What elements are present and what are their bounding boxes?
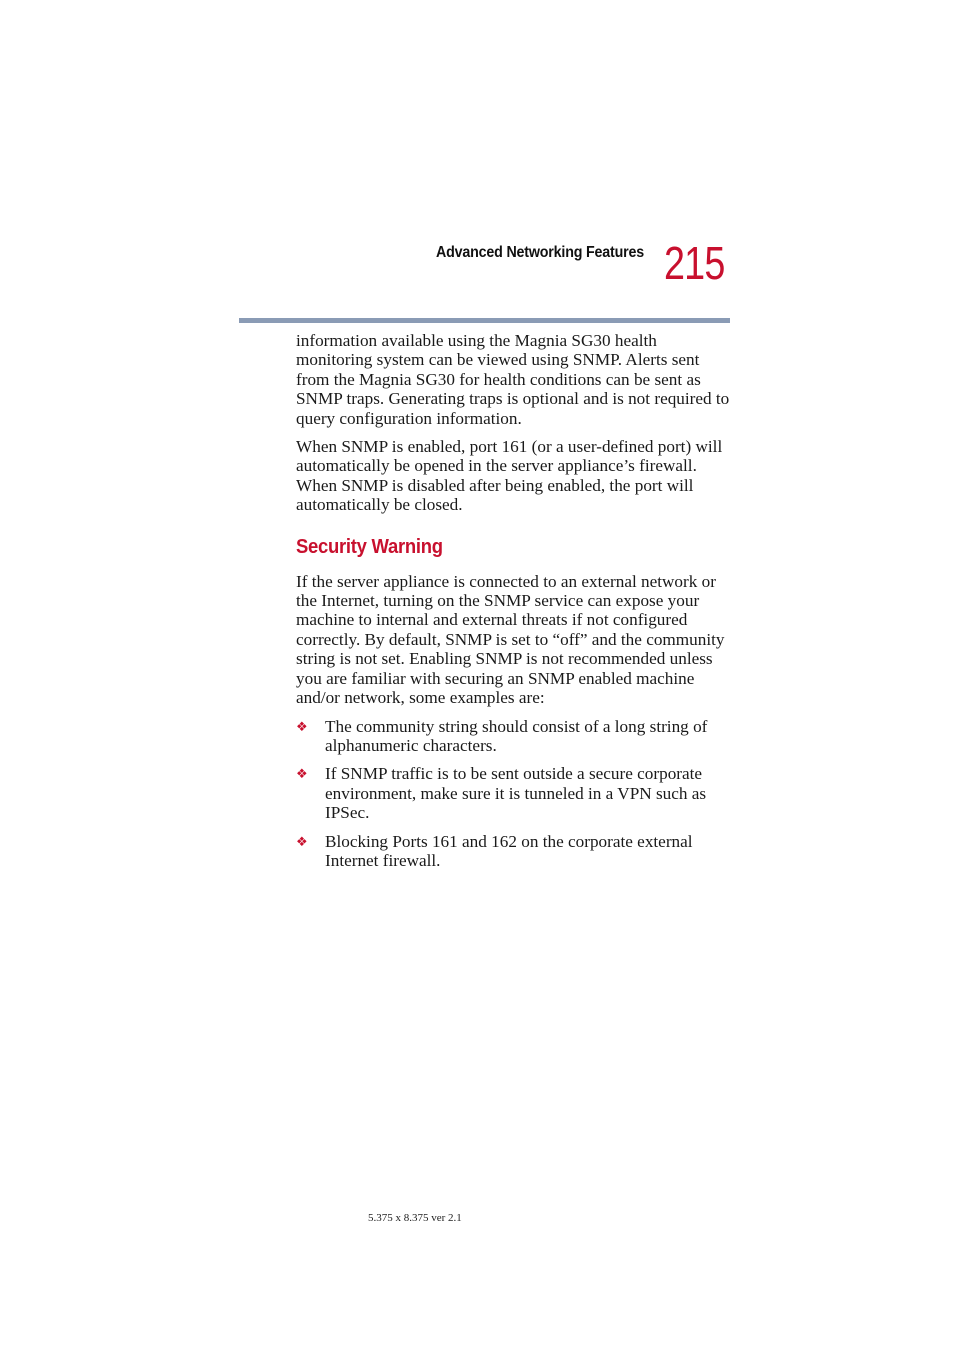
list-item bbox=[296, 764, 732, 822]
body-paragraph: If the server appliance is connected to an external network or the Internet, turning on the SNMP service can expose your machine to internal and external threats if not configured correctly. By default, SNMP is set to “off” and the community string is not set. Enabling SNMP is not recommended unless you are familiar with securing an SNMP enabled machine and/or network, some examples are: bbox=[296, 571, 725, 708]
header-rule-divider bbox=[239, 318, 730, 323]
page-content bbox=[296, 331, 732, 879]
list-item-text: Blocking Ports 161 and 162 on the corporate external Internet firewall. bbox=[325, 831, 693, 870]
diamond-bullet-icon: ❖ bbox=[296, 719, 308, 735]
list-item bbox=[296, 717, 732, 756]
list-item bbox=[296, 832, 732, 871]
bullet-list bbox=[296, 717, 732, 871]
list-item-text: The community string should consist of a long string of alphanumeric characters. bbox=[325, 716, 708, 755]
section-heading: Security Warning bbox=[296, 534, 443, 558]
diamond-bullet-icon: ❖ bbox=[296, 767, 308, 783]
body-paragraph: When SNMP is enabled, port 161 (or a user-defined port) will automatically be opened in the server appliance’s firewall. When SNMP is disabled after being enabled, the port will automatically be closed. bbox=[296, 437, 723, 515]
footer-version-note: 5.375 x 8.375 ver 2.1 bbox=[368, 1212, 462, 1224]
list-item-text: If SNMP traffic is to be sent outside a secure corporate environment, make sure it is tunneled in a VPN such as IPSec. bbox=[325, 764, 707, 823]
diamond-bullet-icon: ❖ bbox=[296, 834, 308, 850]
running-header-title: Advanced Networking Features bbox=[435, 244, 644, 261]
body-paragraph: information available using the Magnia SG30 health monitoring system can be viewed using SNMP. Alerts sent from the Magnia SG30 for health conditions can be sent as SNMP traps. Generating traps is optional and is not required to query configuration information. bbox=[296, 331, 730, 428]
page-number: 215 bbox=[664, 237, 725, 289]
